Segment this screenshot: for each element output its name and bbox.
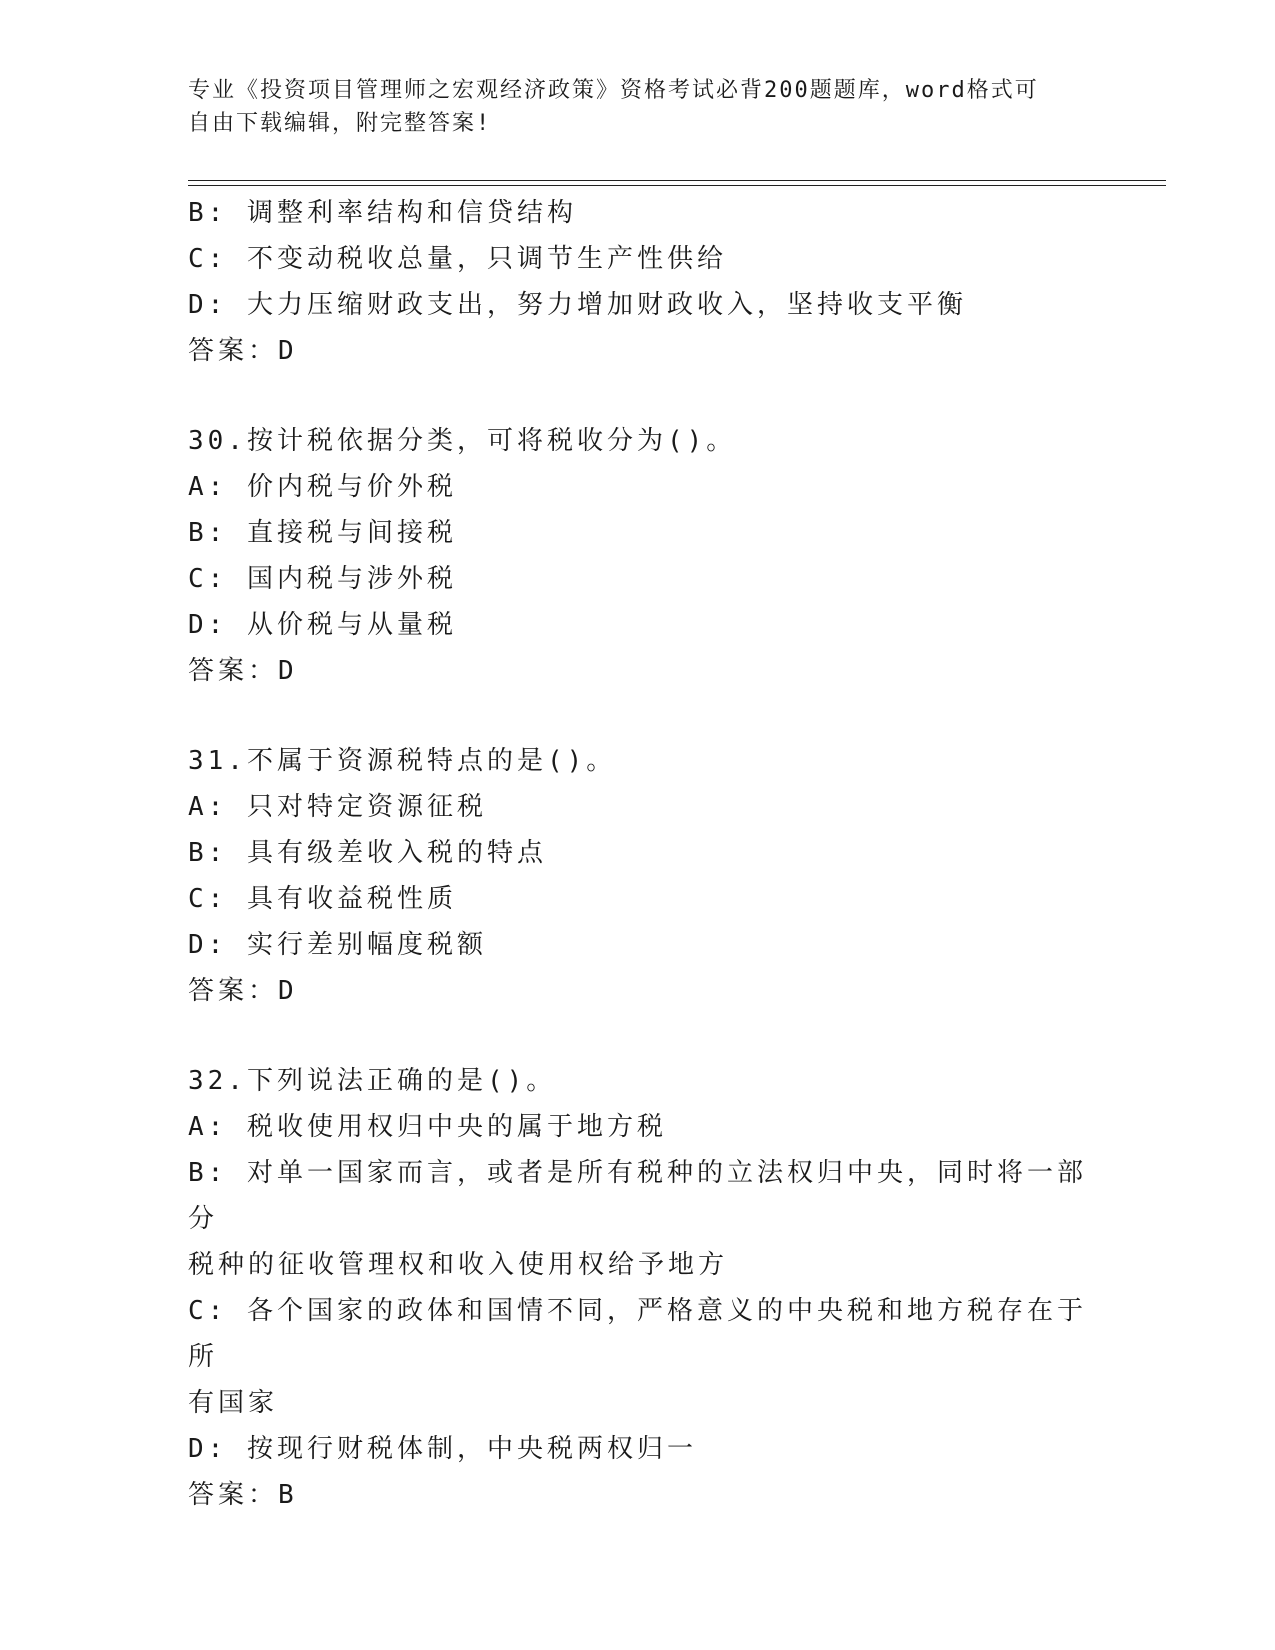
option-c: C: 不变动税收总量，只调节生产性供给 <box>188 244 727 274</box>
question-block <box>188 738 1108 1014</box>
header-divider-top <box>188 180 1166 181</box>
answer-label: 答案： <box>188 336 279 366</box>
answer-value: D <box>278 656 298 686</box>
option-a: A: 税收使用权归中央的属于地方税 <box>188 1112 667 1142</box>
header-line-1: 专业《投资项目管理师之宏观经济政策》资格考试必背200题题库，word格式可 <box>188 78 1039 103</box>
question-text: 30.按计税依据分类，可将税收分为()。 <box>188 426 737 456</box>
option-b-continued: 税种的征收管理权和收入使用权给予地方 <box>188 1250 729 1280</box>
option-c: C: 具有收益税性质 <box>188 884 457 914</box>
option-b: B: 具有级差收入税的特点 <box>188 838 547 868</box>
option-c-continued: 有国家 <box>188 1388 279 1418</box>
answer-label: 答案： <box>188 1480 279 1510</box>
option-a: A: 只对特定资源征税 <box>188 792 487 822</box>
document-header <box>188 74 1088 140</box>
option-d: D: 实行差别幅度税额 <box>188 930 487 960</box>
answer-value: D <box>278 976 298 1006</box>
question-block <box>188 1058 1108 1518</box>
header-divider-bottom <box>188 185 1166 186</box>
option-b: B: 直接税与间接税 <box>188 518 457 548</box>
answer-value: D <box>278 336 298 366</box>
answer-line <box>188 328 1108 374</box>
answer-label: 答案： <box>188 656 279 686</box>
question-text: 32.下列说法正确的是()。 <box>188 1066 557 1096</box>
option-c: C: 各个国家的政体和国情不同，严格意义的中央税和地方税存在于所 <box>188 1296 1087 1372</box>
answer-label: 答案： <box>188 976 279 1006</box>
option-d: D: 从价税与从量税 <box>188 610 457 640</box>
option-d: D: 按现行财税体制，中央税两权归一 <box>188 1434 697 1464</box>
question-list <box>188 190 1108 1518</box>
answer-line <box>188 1472 1108 1518</box>
option-c: C: 国内税与涉外税 <box>188 564 457 594</box>
answer-line <box>188 968 1108 1014</box>
question-block <box>188 418 1108 694</box>
answer-value: B <box>278 1480 298 1510</box>
answer-line <box>188 648 1108 694</box>
question-block <box>188 190 1108 374</box>
option-b: B: 调整利率结构和信贷结构 <box>188 198 577 228</box>
question-text: 31.不属于资源税特点的是()。 <box>188 746 617 776</box>
option-d: D: 大力压缩财政支出，努力增加财政收入，坚持收支平衡 <box>188 290 967 320</box>
option-a: A: 价内税与价外税 <box>188 472 457 502</box>
header-line-2: 自由下载编辑，附完整答案! <box>188 111 492 136</box>
option-b: B: 对单一国家而言，或者是所有税种的立法权归中央，同时将一部分 <box>188 1158 1087 1234</box>
